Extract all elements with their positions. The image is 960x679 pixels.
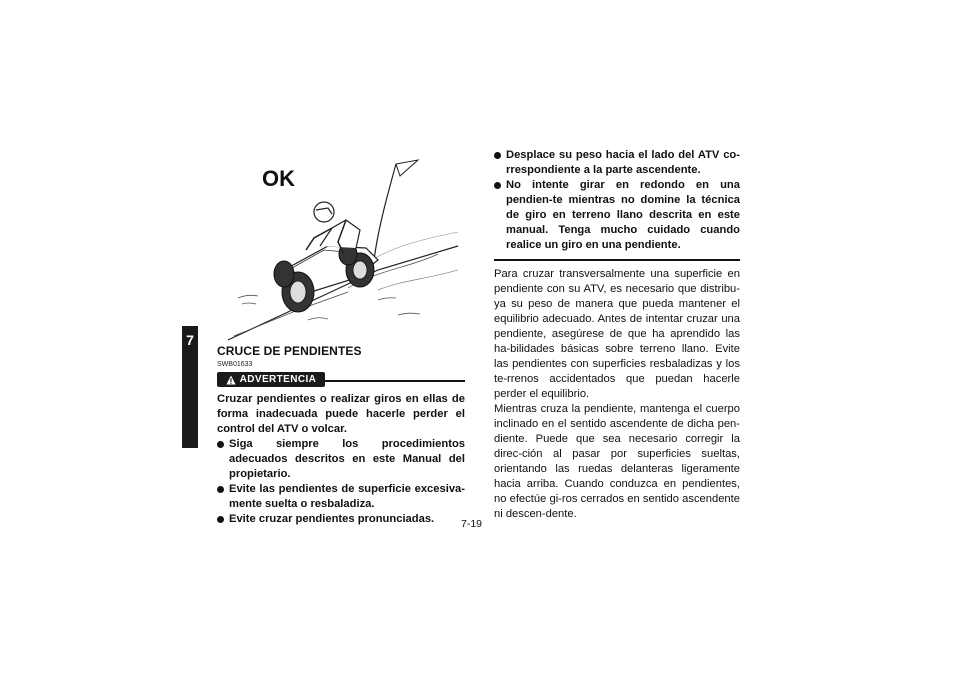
- warning-intro: Cruzar pendientes o realizar giros en ellas de forma inadecuada puede hacerle perder el control del ATV o volcar.: [217, 393, 465, 435]
- ok-label: OK: [262, 166, 295, 191]
- warning-end-rule: [494, 259, 740, 261]
- chapter-tab: [182, 326, 198, 448]
- bullet-dot-icon: [217, 516, 224, 523]
- warning-bullets-left: [217, 437, 465, 527]
- warning-badge: [217, 372, 325, 387]
- warning-bullets-right: [494, 148, 740, 253]
- warning-bullet: Evite cruzar pendientes pronunciadas.: [217, 512, 465, 527]
- left-column: [217, 344, 465, 527]
- warning-bullet: Evite las pendientes de superficie excesiva-mente suelta o resbaladiza.: [217, 482, 465, 512]
- bullet-dot-icon: [494, 152, 501, 159]
- body-paragraph: Mientras cruza la pendiente, mantenga el cuerpo inclinado en el sentido ascendente de dicha pen-diente. Puede que sea necesario corregir la direc-ción al pasar por superficies sueltas, orientando las ruedas delanteras ligeramente hacia arriba. Cuando conduzca en pendientes, no efectúe gi-ros cerrados en sentido ascendente ni descen-dente.: [494, 403, 740, 520]
- warning-header: [217, 370, 465, 392]
- warning-badge-label: ADVERTENCIA: [239, 374, 317, 385]
- section-code: SWB01633: [217, 361, 253, 368]
- section-title: CRUCE DE PENDIENTES: [217, 344, 362, 358]
- warning-triangle-icon: [226, 375, 236, 385]
- warning-bullet: No intente girar en redondo en una pendien-te mientras no domine la técnica de giro en terreno llano descrita en este manual. Tenga mucho cuidado cuando realice un giro en una pendiente.: [494, 178, 740, 253]
- right-column: [494, 148, 740, 522]
- warning-bullet: Siga siempre los procedimientos adecuados descritos en este Manual del propietario.: [217, 437, 465, 482]
- bullet-dot-icon: [217, 441, 224, 448]
- bullet-dot-icon: [217, 486, 224, 493]
- page-number: 7-19: [461, 518, 483, 530]
- warning-bullet: Desplace su peso hacia el lado del ATV co-rrespondiente a la parte ascendente.: [494, 148, 740, 178]
- atv-slope-illustration: [228, 150, 468, 346]
- bullet-dot-icon: [494, 182, 501, 189]
- body-paragraph: Para cruzar transversalmente una superficie en pendiente con su ATV, es necesario que distribu-ya su peso de manera que pueda mantener el equilibrio adecuado. Antes de intentar cruzar una pendiente, asegúrese de que ha aprendido las ha-bilidades básicas sobre terreno llano. Evite las pendientes con superficies resbaladizas y los te-rrenos accidentados que puedan hacerle perder el equilibrio.: [494, 268, 740, 400]
- chapter-number: 7: [186, 332, 194, 348]
